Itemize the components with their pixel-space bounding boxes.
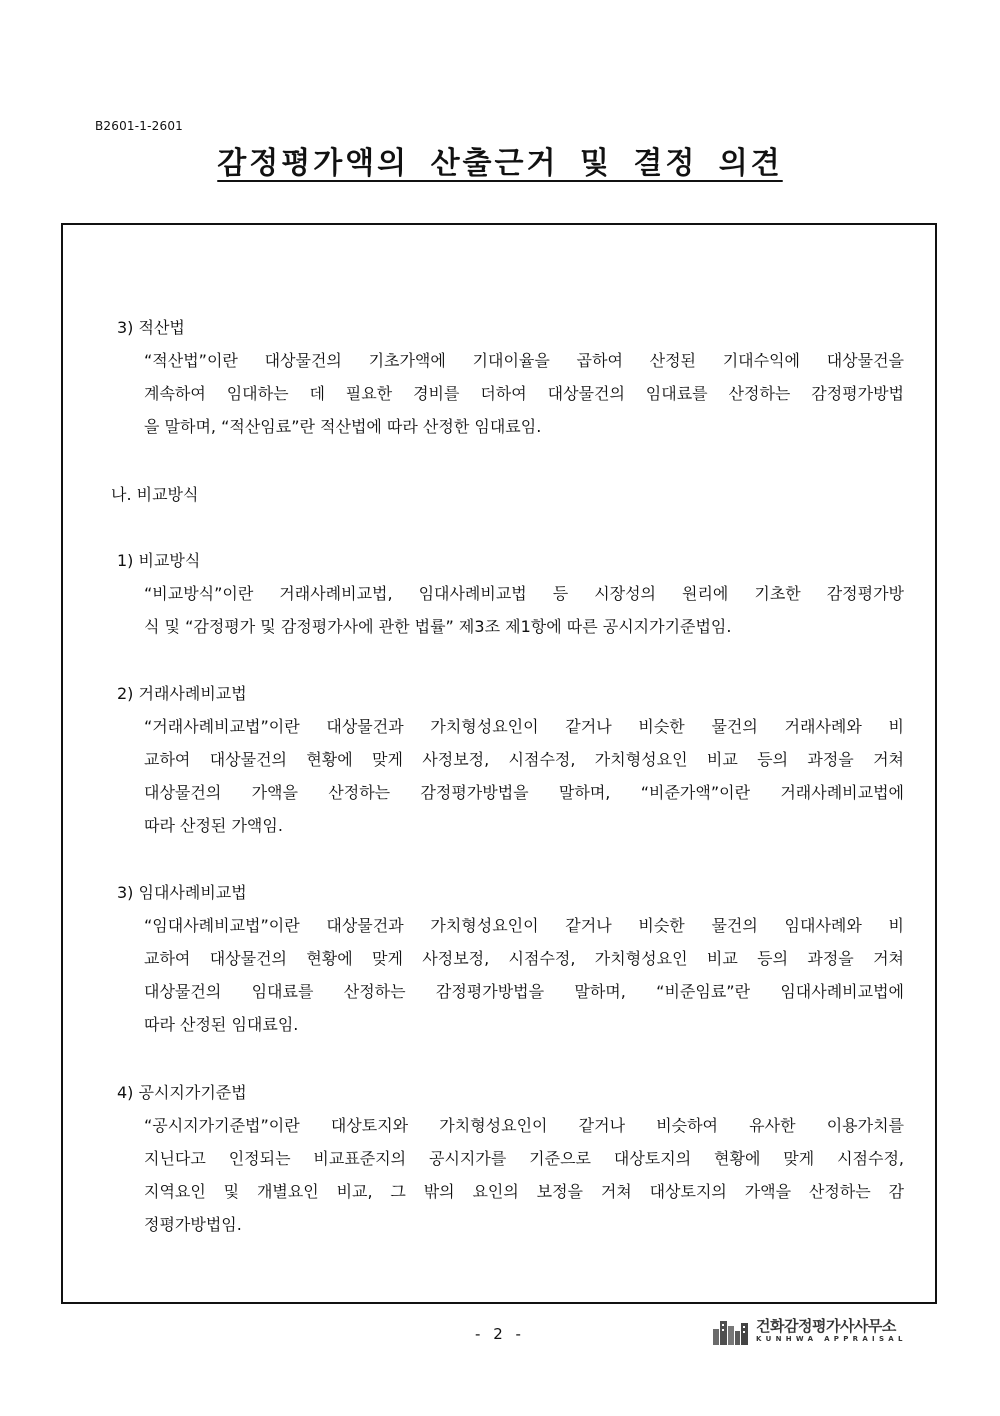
section-heading-comparison-approach: 1) 비교방식: [117, 551, 201, 570]
text-line: “적산법”이란 대상물건의 기초가액에 기대이율을 곱하여 산정된 기대수익에 대상물건을: [144, 351, 904, 370]
text-line: 지역요인 및 개별요인 비교, 그 밖의 요인의 보정을 거쳐 대상토지의 가액을 산정하는 감: [144, 1182, 904, 1201]
document-code: B2601-1-2601: [95, 119, 184, 133]
text-line: 계속하여 임대하는 데 필요한 경비를 더하여 대상물건의 임대료를 산정하는 감정평가방법: [144, 384, 904, 403]
section-heading-rental-comparison: 3) 임대사례비교법: [117, 883, 247, 902]
text-line: 대상물건의 가액을 산정하는 감정평가방법을 말하며, “비준가액”이란 거래사례비교법에: [144, 783, 904, 802]
page-number: - 2 -: [475, 1325, 525, 1343]
building-logo-icon: [712, 1317, 750, 1345]
company-subtitle: KUNHWA APPRAISAL: [756, 1335, 907, 1343]
text-line: 대상물건의 임대료를 산정하는 감정평가방법을 말하며, “비준임료”란 임대사례비교법에: [144, 982, 904, 1001]
text-line: 을 말하며, “적산임료”란 적산법에 따라 산정한 임대료임.: [144, 417, 542, 436]
page-title: 감정평가액의 산출근거 및 결정 의견: [217, 146, 783, 181]
text-line: 따라 산정된 가액임.: [144, 816, 283, 835]
paragraph-comparison-approach: [144, 577, 904, 643]
paragraph-sales-comparison: [144, 710, 904, 842]
section-heading-cost-method: 3) 적산법: [117, 318, 185, 337]
text-line: “임대사례비교법”이란 대상물건과 가치형성요인이 같거나 비슷한 물건의 임대사례와 비: [144, 916, 904, 935]
paragraph-land-price: [144, 1109, 904, 1241]
company-name: 건화감정평가사사무소: [756, 1317, 896, 1335]
text-line: “비교방식”이란 거래사례비교법, 임대사례비교법 등 시장성의 원리에 기초한 감정평가방: [144, 584, 904, 603]
paragraph-cost-method: [144, 344, 904, 443]
section-heading-comparison: 나. 비교방식: [111, 485, 199, 504]
text-line: “거래사례비교법”이란 대상물건과 가치형성요인이 같거나 비슷한 물건의 거래사례와 비: [144, 717, 904, 736]
section-heading-land-price: 4) 공시지가기준법: [117, 1083, 247, 1102]
text-line: 식 및 “감정평가 및 감정평가사에 관한 법률” 제3조 제1항에 따른 공시지가기준법임.: [144, 617, 732, 636]
text-line: 따라 산정된 임대료임.: [144, 1015, 299, 1034]
text-line: 지닌다고 인정되는 비교표준지의 공시지가를 기준으로 대상토지의 현황에 맞게 시점수정,: [144, 1149, 904, 1168]
text-line: 교하여 대상물건의 현황에 맞게 사정보정, 시점수정, 가치형성요인 비교 등의 과정을 거쳐: [144, 949, 904, 968]
text-line: 정평가방법임.: [144, 1215, 242, 1234]
text-line: 교하여 대상물건의 현황에 맞게 사정보정, 시점수정, 가치형성요인 비교 등의 과정을 거쳐: [144, 750, 904, 769]
text-line: “공시지가기준법”이란 대상토지와 가치형성요인이 같거나 비슷하여 유사한 이용가치를: [144, 1116, 904, 1135]
company-logo: [712, 1315, 908, 1347]
section-heading-sales-comparison: 2) 거래사례비교법: [117, 684, 247, 703]
paragraph-rental-comparison: [144, 909, 904, 1041]
